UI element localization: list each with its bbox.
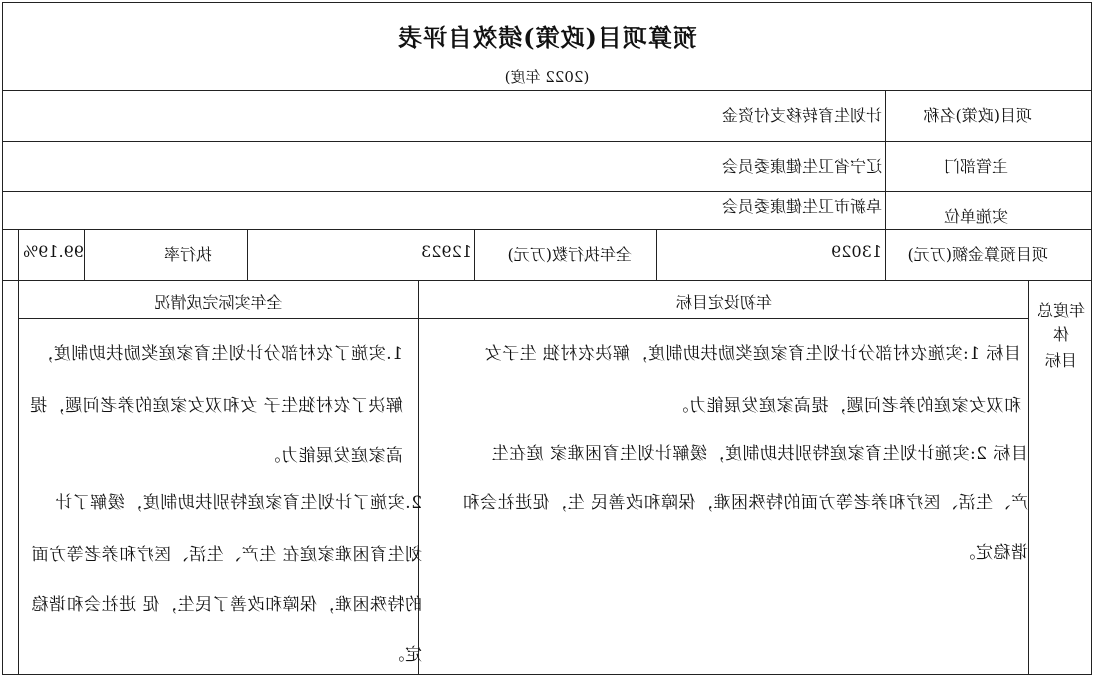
planned-goal-line: 产、生活、医疗和养老等方面的特殊困难，保障和改善民 生，促进社会和 [462,493,1028,513]
project-name-label: 项目(政策)名称 [923,106,1032,125]
planned-goal-line: 谐稳定。 [958,543,1028,563]
project-name-value: 计划生育转移支付资金 [721,106,882,125]
planned-goal-line: 目标 1:实施农村部分计划生育家庭奖励扶助制度，解决农村独 生子女 [484,344,1021,364]
budget-divider [84,229,85,280]
actual-completion-line: 的特殊困难，保障和改善了民生，促 进社会和谐稳 [31,595,422,615]
row-divider [2,191,1092,192]
budget-divider [247,229,248,280]
row-divider [2,229,1092,230]
actual-completion-line: 高家庭发展能力。 [263,446,403,466]
annual-goal-label-line3: 目标 [1045,351,1078,370]
table-border-bottom [2,674,1092,675]
actual-completion-line: 1.实施了农村部分计划生育家庭奖励扶助制度， [35,344,403,364]
budget-divider [474,229,475,280]
label-column-divider [885,90,886,280]
row-divider [2,90,1092,91]
executed-label: 全年执行数(万元) [507,245,632,264]
goal-middle-divider [418,280,419,675]
budget-value: 13029 [831,242,882,261]
department-value: 辽宁省卫生健康委员会 [721,157,882,176]
goal-side-divider [1028,280,1029,675]
planned-goal-header: 年初设定目标 [676,293,773,312]
actual-completion-header: 全年实际完成情况 [154,293,283,312]
annual-goal-label-line2: 体 [1053,325,1070,344]
budget-divider [656,229,657,280]
table-border-top [2,2,1092,3]
row-divider [2,141,1092,142]
budget-divider [18,229,19,280]
actual-completion-line: 定。 [387,645,422,665]
rate-value: 99.19% [22,242,84,261]
rate-label: 执行率 [163,245,212,264]
executed-value: 12923 [421,242,472,261]
page-title: 预算项目(政策)绩效自评表 [397,23,697,52]
planned-goal-line: 目标 2:实施计划生育家庭特别扶助制度，缓解计划生育困难家 庭在生 [491,444,1028,464]
annual-goal-label-line1: 年度总 [1037,301,1086,320]
goal-right-inner-border [18,280,19,675]
unit-value: 阜新市卫生健康委员会 [721,197,882,216]
page-subtitle: (2022 年度) [504,68,590,86]
department-label: 主管部门 [943,157,1008,176]
planned-goal-line: 和双女家庭的养老问题，提高家庭发展能力。 [671,396,1021,416]
actual-completion-line: 2.实施了计划生育家庭特别扶助制度，缓解了计 [54,493,422,513]
budget-label: 项目预算金额(万元) [907,245,1048,264]
goal-header-divider [19,318,1029,319]
actual-completion-line: 解决了农村独生子 女和双女家庭的养老问题，提 [29,396,403,416]
row-divider [2,280,1092,281]
unit-label: 实施单位 [943,207,1008,226]
actual-completion-line: 划生育困难家庭在 生产、生活、医疗和养老等方面 [31,545,422,565]
table-border-right [2,2,3,675]
